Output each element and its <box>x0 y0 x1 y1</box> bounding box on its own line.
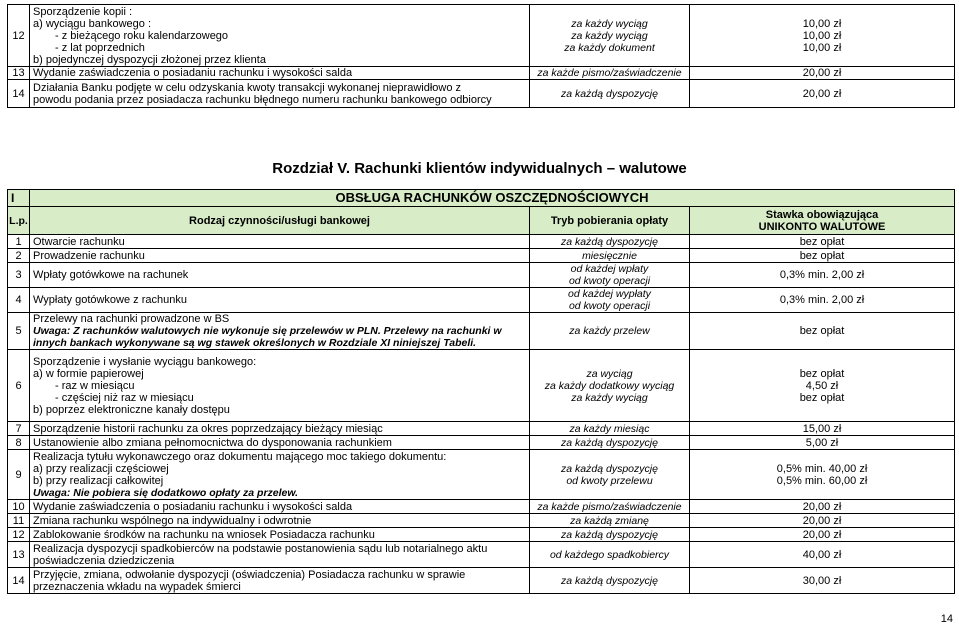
fee-cell <box>690 514 955 528</box>
row-number: 9 <box>8 450 30 500</box>
col-header-service: Rodzaj czynności/usługi bankowej <box>30 207 530 235</box>
service-cell <box>30 542 530 568</box>
service-line: a) w formie papierowej <box>33 367 144 380</box>
table-row <box>8 313 955 350</box>
table-row <box>8 235 955 249</box>
section-title: Rozdział V. Rachunki klientów indywidualnych – walutowe <box>272 160 687 177</box>
service-cell <box>30 235 530 249</box>
row-number: 13 <box>8 67 30 80</box>
table-row <box>8 67 955 80</box>
mode-cell <box>530 313 690 350</box>
mode-line: za wyciąg <box>586 367 633 380</box>
service-line: Sporządzenie i wysłanie wyciągu bankowego: <box>33 355 257 368</box>
service-cell <box>30 514 530 528</box>
mode-line: za każdy wyciąg <box>571 391 648 404</box>
service-line: Wpłaty gotówkowe na rachunek <box>33 269 189 281</box>
mode-cell <box>530 450 690 500</box>
service-line: Sporządzenie historii rachunku za okres poprzedzający bieżący miesiąc <box>33 422 383 435</box>
mode-line: za każdy przelew <box>569 325 650 337</box>
mode-cell <box>530 436 690 450</box>
mode-cell <box>530 422 690 436</box>
service-cell <box>30 422 530 436</box>
service-cell <box>30 249 530 263</box>
fee-line: 10,00 zł <box>802 41 842 54</box>
row-number: 12 <box>8 5 30 67</box>
table-row <box>8 542 955 568</box>
row-number: 1 <box>8 235 30 249</box>
mode-cell <box>530 288 690 313</box>
fee-line: 10,00 zł <box>802 29 842 42</box>
service-cell <box>30 500 530 514</box>
row-number: 3 <box>8 263 30 288</box>
service-line: a) przy realizacji częściowej <box>33 462 169 475</box>
service-cell <box>30 350 530 422</box>
fee-line: 20,00 zł <box>802 528 842 541</box>
mode-cell <box>530 528 690 542</box>
service-line: Ustanowienie albo zmiana pełnomocnictwa do dysponowania rachunkiem <box>33 436 392 449</box>
mode-line: za każdą dyspozycję <box>561 436 658 449</box>
section-number: I <box>8 190 30 207</box>
service-line: Realizacja dyspozycji spadkobierców na podstawie postanowienia sądu lub notarialnego aktu <box>33 542 488 555</box>
service-line: Przelewy na rachunki prowadzone w BS <box>33 313 230 325</box>
fee-line: bez opłat <box>799 235 845 248</box>
row-number: 13 <box>8 542 30 568</box>
mode-line: za każde pismo/zaświadczenie <box>537 500 682 513</box>
mode-line: za każdą dyspozycję <box>561 574 658 587</box>
row-number: 14 <box>8 568 30 594</box>
mode-cell <box>530 67 690 80</box>
service-line: Wydanie zaświadczenia o posiadaniu rachunku i wysokości salda <box>33 500 353 513</box>
mode-line: za każdą zmianę <box>570 514 649 527</box>
table-row <box>8 568 955 594</box>
col-header-fee-line2: UNIKONTO WALUTOWE <box>758 220 886 233</box>
service-line: Realizacja tytułu wykonawczego oraz dokumentu mającego moc takiego dokumentu: <box>33 450 447 463</box>
section-row <box>8 190 955 207</box>
fee-cell <box>690 263 955 288</box>
service-line: Zmiana rachunku wspólnego na indywidualny i odwrotnie <box>33 514 312 527</box>
service-line: poświadczenia dziedziczenia <box>33 554 175 567</box>
mode-line: od każdego spadkobiercy <box>549 548 670 561</box>
service-line: b) przy realizacji całkowitej <box>33 474 164 487</box>
service-line: Zablokowanie środków na rachunku na wniosek Posiadacza rachunku <box>33 528 375 541</box>
fee-line: 4,50 zł <box>805 379 839 392</box>
mode-line: za każdą dyspozycję <box>561 462 658 475</box>
row-number: 11 <box>8 514 30 528</box>
mode-line: od każdej wpłaty <box>570 263 649 275</box>
row-number: 12 <box>8 528 30 542</box>
mode-cell <box>530 263 690 288</box>
fee-cell <box>690 422 955 436</box>
mode-line: za każdy miesiąc <box>569 422 650 435</box>
fee-cell <box>690 436 955 450</box>
row-number: 14 <box>8 80 30 108</box>
fee-line: 0,3% min. 2,00 zł <box>779 269 865 281</box>
fee-line: 20,00 zł <box>802 514 842 527</box>
fee-cell <box>690 500 955 514</box>
mode-line: miesięcznie <box>582 249 637 262</box>
mode-line: za każdy wyciąg <box>571 29 648 42</box>
col-header-fee <box>690 207 955 235</box>
fee-line: 20,00 zł <box>802 500 842 513</box>
service-line: przeznaczenia wkładu na wypadek śmierci <box>33 580 241 593</box>
service-line: Działania Banku podjęte w celu odzyskania kwoty transakcji wykonanej nieprawidłowo z <box>33 81 462 94</box>
fee-table-continued <box>7 4 955 108</box>
fee-line: bez opłat <box>799 391 845 404</box>
service-cell <box>30 528 530 542</box>
service-cell <box>30 67 530 80</box>
fee-line: 40,00 zł <box>802 548 842 561</box>
service-line: Otwarcie rachunku <box>33 235 125 248</box>
service-line: Przyjęcie, zmiana, odwołanie dyspozycji (oświadczenia) Posiadacza rachunku w sprawie <box>33 568 466 581</box>
col-header-fee-line1: Stawka obowiązująca <box>765 208 879 221</box>
fee-line: 15,00 zł <box>802 422 842 435</box>
service-line: - z bieżącego roku kalendarzowego <box>55 29 229 42</box>
table-row <box>8 288 955 313</box>
fee-line: bez opłat <box>799 325 845 337</box>
mode-cell <box>530 249 690 263</box>
table-row <box>8 450 955 500</box>
service-line: b) pojedynczej dyspozycji złożonej przez klienta <box>33 53 266 66</box>
row-number: 2 <box>8 249 30 263</box>
table-row <box>8 514 955 528</box>
fee-line: bez opłat <box>799 249 845 262</box>
fee-line: 0,3% min. 2,00 zł <box>779 294 865 306</box>
service-line: - z lat poprzednich <box>55 41 145 54</box>
service-cell <box>30 288 530 313</box>
service-line: powodu podania przez posiadacza rachunku błędnego numeru rachunku bankowego odbiorcy <box>33 93 492 106</box>
service-line: - częściej niż raz w miesiącu <box>55 391 194 404</box>
service-note: Uwaga: Nie pobiera się dodatkowo opłaty za przelew. <box>33 486 299 499</box>
service-line: b) poprzez elektroniczne kanały dostępu <box>33 403 230 416</box>
mode-cell <box>530 5 690 67</box>
service-cell <box>30 450 530 500</box>
row-number: 6 <box>8 350 30 422</box>
table-row <box>8 528 955 542</box>
page-number: 14 <box>940 613 953 625</box>
mode-line: za każdą dyspozycję <box>561 235 658 248</box>
fee-cell <box>690 568 955 594</box>
row-number: 5 <box>8 313 30 350</box>
fee-line: 30,00 zł <box>802 574 842 587</box>
mode-cell <box>530 542 690 568</box>
fee-cell <box>690 350 955 422</box>
fee-cell <box>690 235 955 249</box>
fee-cell <box>690 528 955 542</box>
fee-cell <box>690 313 955 350</box>
mode-line: za każdy wyciąg <box>571 17 648 30</box>
col-header-no: L.p. <box>8 207 30 235</box>
fee-line: 20,00 zł <box>802 67 842 79</box>
service-line: Wydanie zaświadczenia o posiadaniu rachunku i wysokości salda <box>33 67 353 79</box>
row-number: 10 <box>8 500 30 514</box>
mode-line: za każdy dokument <box>564 41 655 54</box>
fee-line: 5,00 zł <box>805 436 839 449</box>
fee-line: 10,00 zł <box>802 17 842 30</box>
service-cell <box>30 263 530 288</box>
col-header-mode: Tryb pobierania opłaty <box>530 207 690 235</box>
mode-cell <box>530 514 690 528</box>
service-line: Prowadzenie rachunku <box>33 249 145 262</box>
mode-line: od kwoty operacji <box>568 300 651 312</box>
table-row <box>8 263 955 288</box>
service-line: Sporządzenie kopii : <box>33 5 133 18</box>
mode-line: od każdej wypłaty <box>568 288 651 300</box>
mode-line: za każde pismo/zaświadczenie <box>537 67 682 79</box>
service-line: - raz w miesiącu <box>55 379 135 392</box>
mode-cell <box>530 235 690 249</box>
mode-cell <box>530 350 690 422</box>
service-cell <box>30 5 530 67</box>
mode-line: za każdą dyspozycję <box>561 528 658 541</box>
service-line: Wypłaty gotówkowe z rachunku <box>33 294 187 306</box>
table-row <box>8 500 955 514</box>
fee-table-foreign-currency <box>7 189 955 594</box>
fee-cell <box>690 249 955 263</box>
service-cell <box>30 313 530 350</box>
mode-line: od kwoty operacji <box>568 275 651 287</box>
service-note: Uwaga: Z rachunków walutowych nie wykonuje się przelewów w PLN. Przelewy na rachunki w innych bankach wykonywane są wg stawek określonych w Rozdziale XI niniejszej Tabeli. <box>33 325 502 349</box>
fee-cell <box>690 288 955 313</box>
service-cell <box>30 80 530 108</box>
fee-cell <box>690 80 955 108</box>
mode-cell <box>530 80 690 108</box>
row-number: 8 <box>8 436 30 450</box>
mode-cell <box>530 568 690 594</box>
fee-line: 20,00 zł <box>802 87 842 100</box>
service-line: a) wyciągu bankowego : <box>33 17 152 30</box>
mode-line: od kwoty przelewu <box>566 474 653 487</box>
fee-line: 0,5% min. 40,00 zł <box>776 462 868 475</box>
table-row <box>8 422 955 436</box>
table-row <box>8 436 955 450</box>
fee-cell <box>690 67 955 80</box>
service-cell <box>30 568 530 594</box>
mode-line: za każdy dodatkowy wyciąg <box>544 379 675 392</box>
header-row <box>8 207 955 235</box>
fee-cell <box>690 450 955 500</box>
fee-line: 0,5% min. 60,00 zł <box>776 474 868 487</box>
fee-line: bez opłat <box>799 367 845 380</box>
fee-cell <box>690 542 955 568</box>
table-row <box>8 249 955 263</box>
service-cell <box>30 436 530 450</box>
section-name: OBSŁUGA RACHUNKÓW OSZCZĘDNOŚCIOWYCH <box>30 190 955 207</box>
row-number: 7 <box>8 422 30 436</box>
table-row <box>8 5 955 67</box>
table-row <box>8 80 955 108</box>
row-number: 4 <box>8 288 30 313</box>
mode-line: za każdą dyspozycję <box>561 87 658 100</box>
fee-cell <box>690 5 955 67</box>
mode-cell <box>530 500 690 514</box>
table-row <box>8 350 955 422</box>
